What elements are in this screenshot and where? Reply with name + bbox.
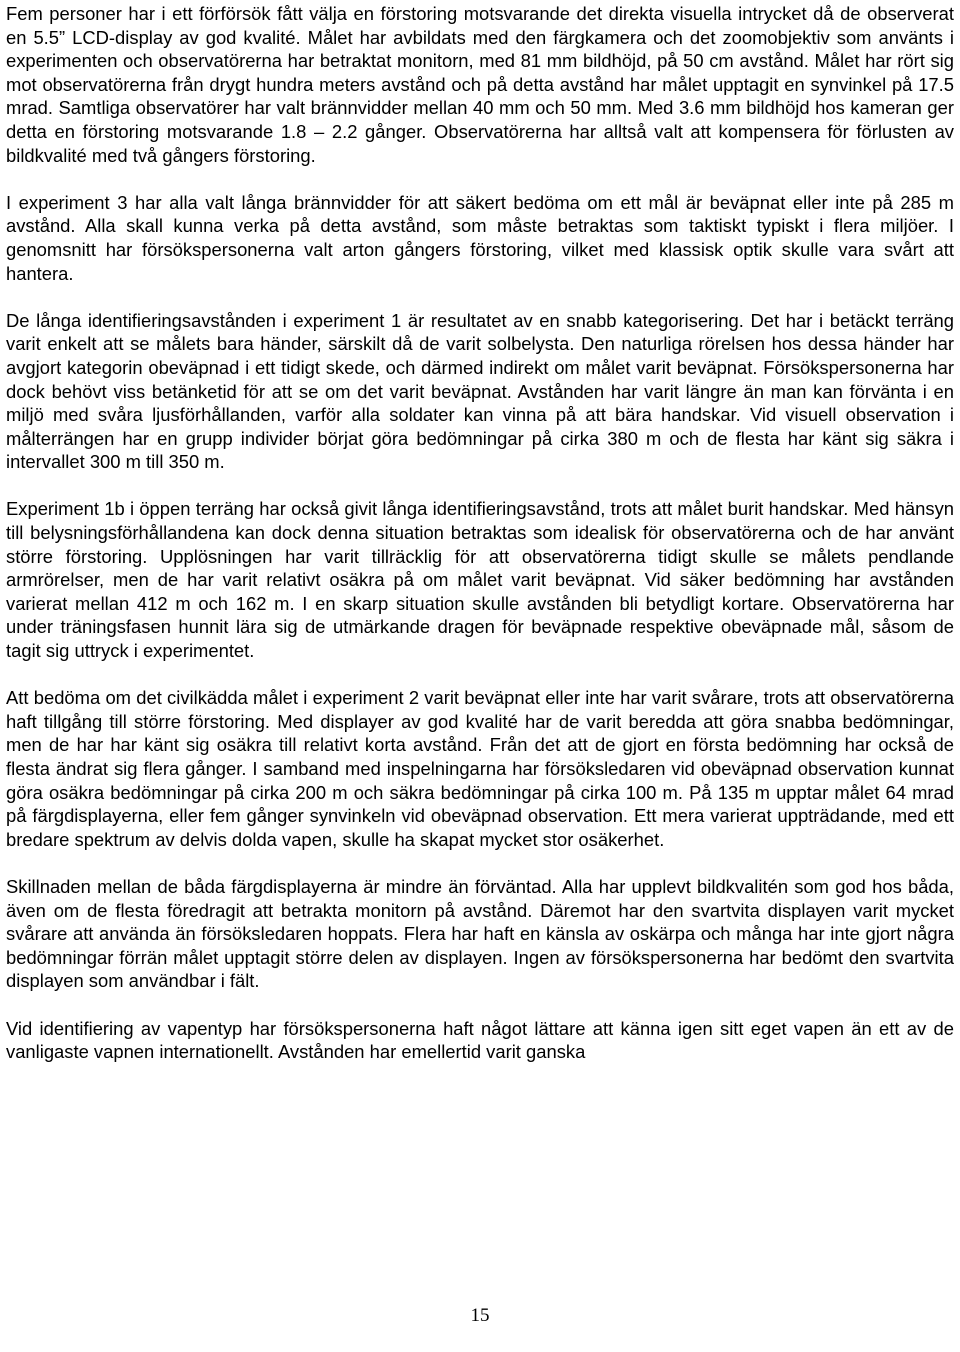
paragraph-3: De långa identifieringsavstånden i experiment 1 är resultatet av en snabb kategorisering. Det har i betäckt terräng varit enkelt att se målets bara händer, särskilt då de varit solbelysta. Den naturliga rörelsen hos dessa händer har avgjort kategorin obeväpnad i ett tidigt skede, och därmed indirekt om målet varit beväpnat. Försökspersonerna har dock behövt viss betänketid för att se om det varit beväpnat. Avstånden har varit längre än man kan förvänta i en miljö med svåra ljusförhållanden, varför alla soldater kan vinna på att bära handskar. Vid visuell observation i målterrängen har en grupp individer börjat göra bedömningar på cirka 380 m och de flesta har känt sig säkra i intervallet 300 m till 350 m. [6,309,954,473]
paragraph-4: Experiment 1b i öppen terräng har också givit långa identifieringsavstånd, trots att målet burit handskar. Med hänsyn till belysningsförhållandena kan dock denna situation betraktas som idealisk för observatörerna och de har använt större förstoring. Upplösningen har varit tillräcklig för att observatörerna tidigt skulle se målets pendlande armrörelser, men de har varit relativt osäkra på om målet varit beväpnat. Vid säker bedömning har avstånden varierat mellan 412 m och 162 m. I en skarp situation skulle avstånden bli betydligt kortare. Observatörerna har under träningsfasen hunnit lära sig de utmärkande dragen för beväpnade respektive obeväpnade mål, såsom de tagit sig uttryck i experimentet. [6,498,954,662]
paragraph-7: Vid identifiering av vapentyp har försökspersonerna haft något lättare att känna igen sitt eget vapen än ett av de vanligaste vapnen internationellt. Avstånden har emellertid varit ganska [6,1017,954,1063]
paragraph-1: Fem personer har i ett förförsök fått välja en förstoring motsvarande det direkta visuella intrycket då de observerat en 5.5” LCD-display av god kvalité. Målet har avbildats med den färgkamera och det zoomobjektiv som använts i experimenten och observatörerna har betraktat monitorn, med 81 mm bildhöjd, på 50 cm avstånd. Målet har rört sig mot observatörerna från drygt hundra meters avstånd och på detta avstånd har målet upptagit en synvinkel på 17.5 mrad. Samtliga observatörer har valt brännvidder mellan 40 mm och 50 mm. Med 3.6 mm bildhöjd hos kameran ger detta en förstoring motsvarande 1.8 – 2.2 gånger. Observatörerna har alltså valt att kompensera för förlusten av bildkvalité med två gångers förstoring. [6,3,954,166]
body-text [6,2,954,1064]
paragraph-2: I experiment 3 har alla valt långa brännvidder för att säkert bedöma om ett mål är beväpnat eller inte på 285 m avstånd. Alla skall kunna verka på detta avstånd, som måste betraktas som taktiskt typiskt i flera miljöer. I genomsnitt har försökspersonerna valt arton gångers förstoring, vilket med klassisk optik skulle vara svårt att hantera. [6,191,954,284]
page-number: 15 [470,1305,490,1326]
paragraph-6: Skillnaden mellan de båda färgdisplayerna är mindre än förväntad. Alla har upplevt bildkvalitén som god hos båda, även om de flesta föredragit att betrakta monitorn på avstånd. Däremot har den svartvita displayen varit mycket svårare att använda än försöksledaren hoppats. Flera har haft en känsla av oskärpa och många har inte gjort några bedömningar förrän målet upptagit större delen av displayen. Ingen av försökspersonerna har bedömt den svartvita displayen som användbar i fält. [6,875,954,992]
paragraph-5: Att bedöma om det civilkädda målet i experiment 2 varit beväpnat eller inte har varit svårare, trots att observatörerna haft tillgång till större förstoring. Med displayer av god kvalité har de varit beredda att göra snabba bedömningar, men de har har känt sig osäkra till relativt korta avstånd. Från det att de gjort en första bedömning har också de flesta ändrat sig flera gånger. I samband med inspelningarna har försöksledaren vid obeväpnad observation kunnat göra osäkra bedömningar på cirka 200 m och säkra bedömningar på cirka 100 m. På 135 m upptar målet 64 mrad på färgdisplayerna, eller fem gånger synvinkeln vid obeväpnad observation. Ett mera varierat uppträdande, med ett bredare spektrum av delvis dolda vapen, skulle ha skapat mycket stor osäkerhet. [6,687,954,850]
